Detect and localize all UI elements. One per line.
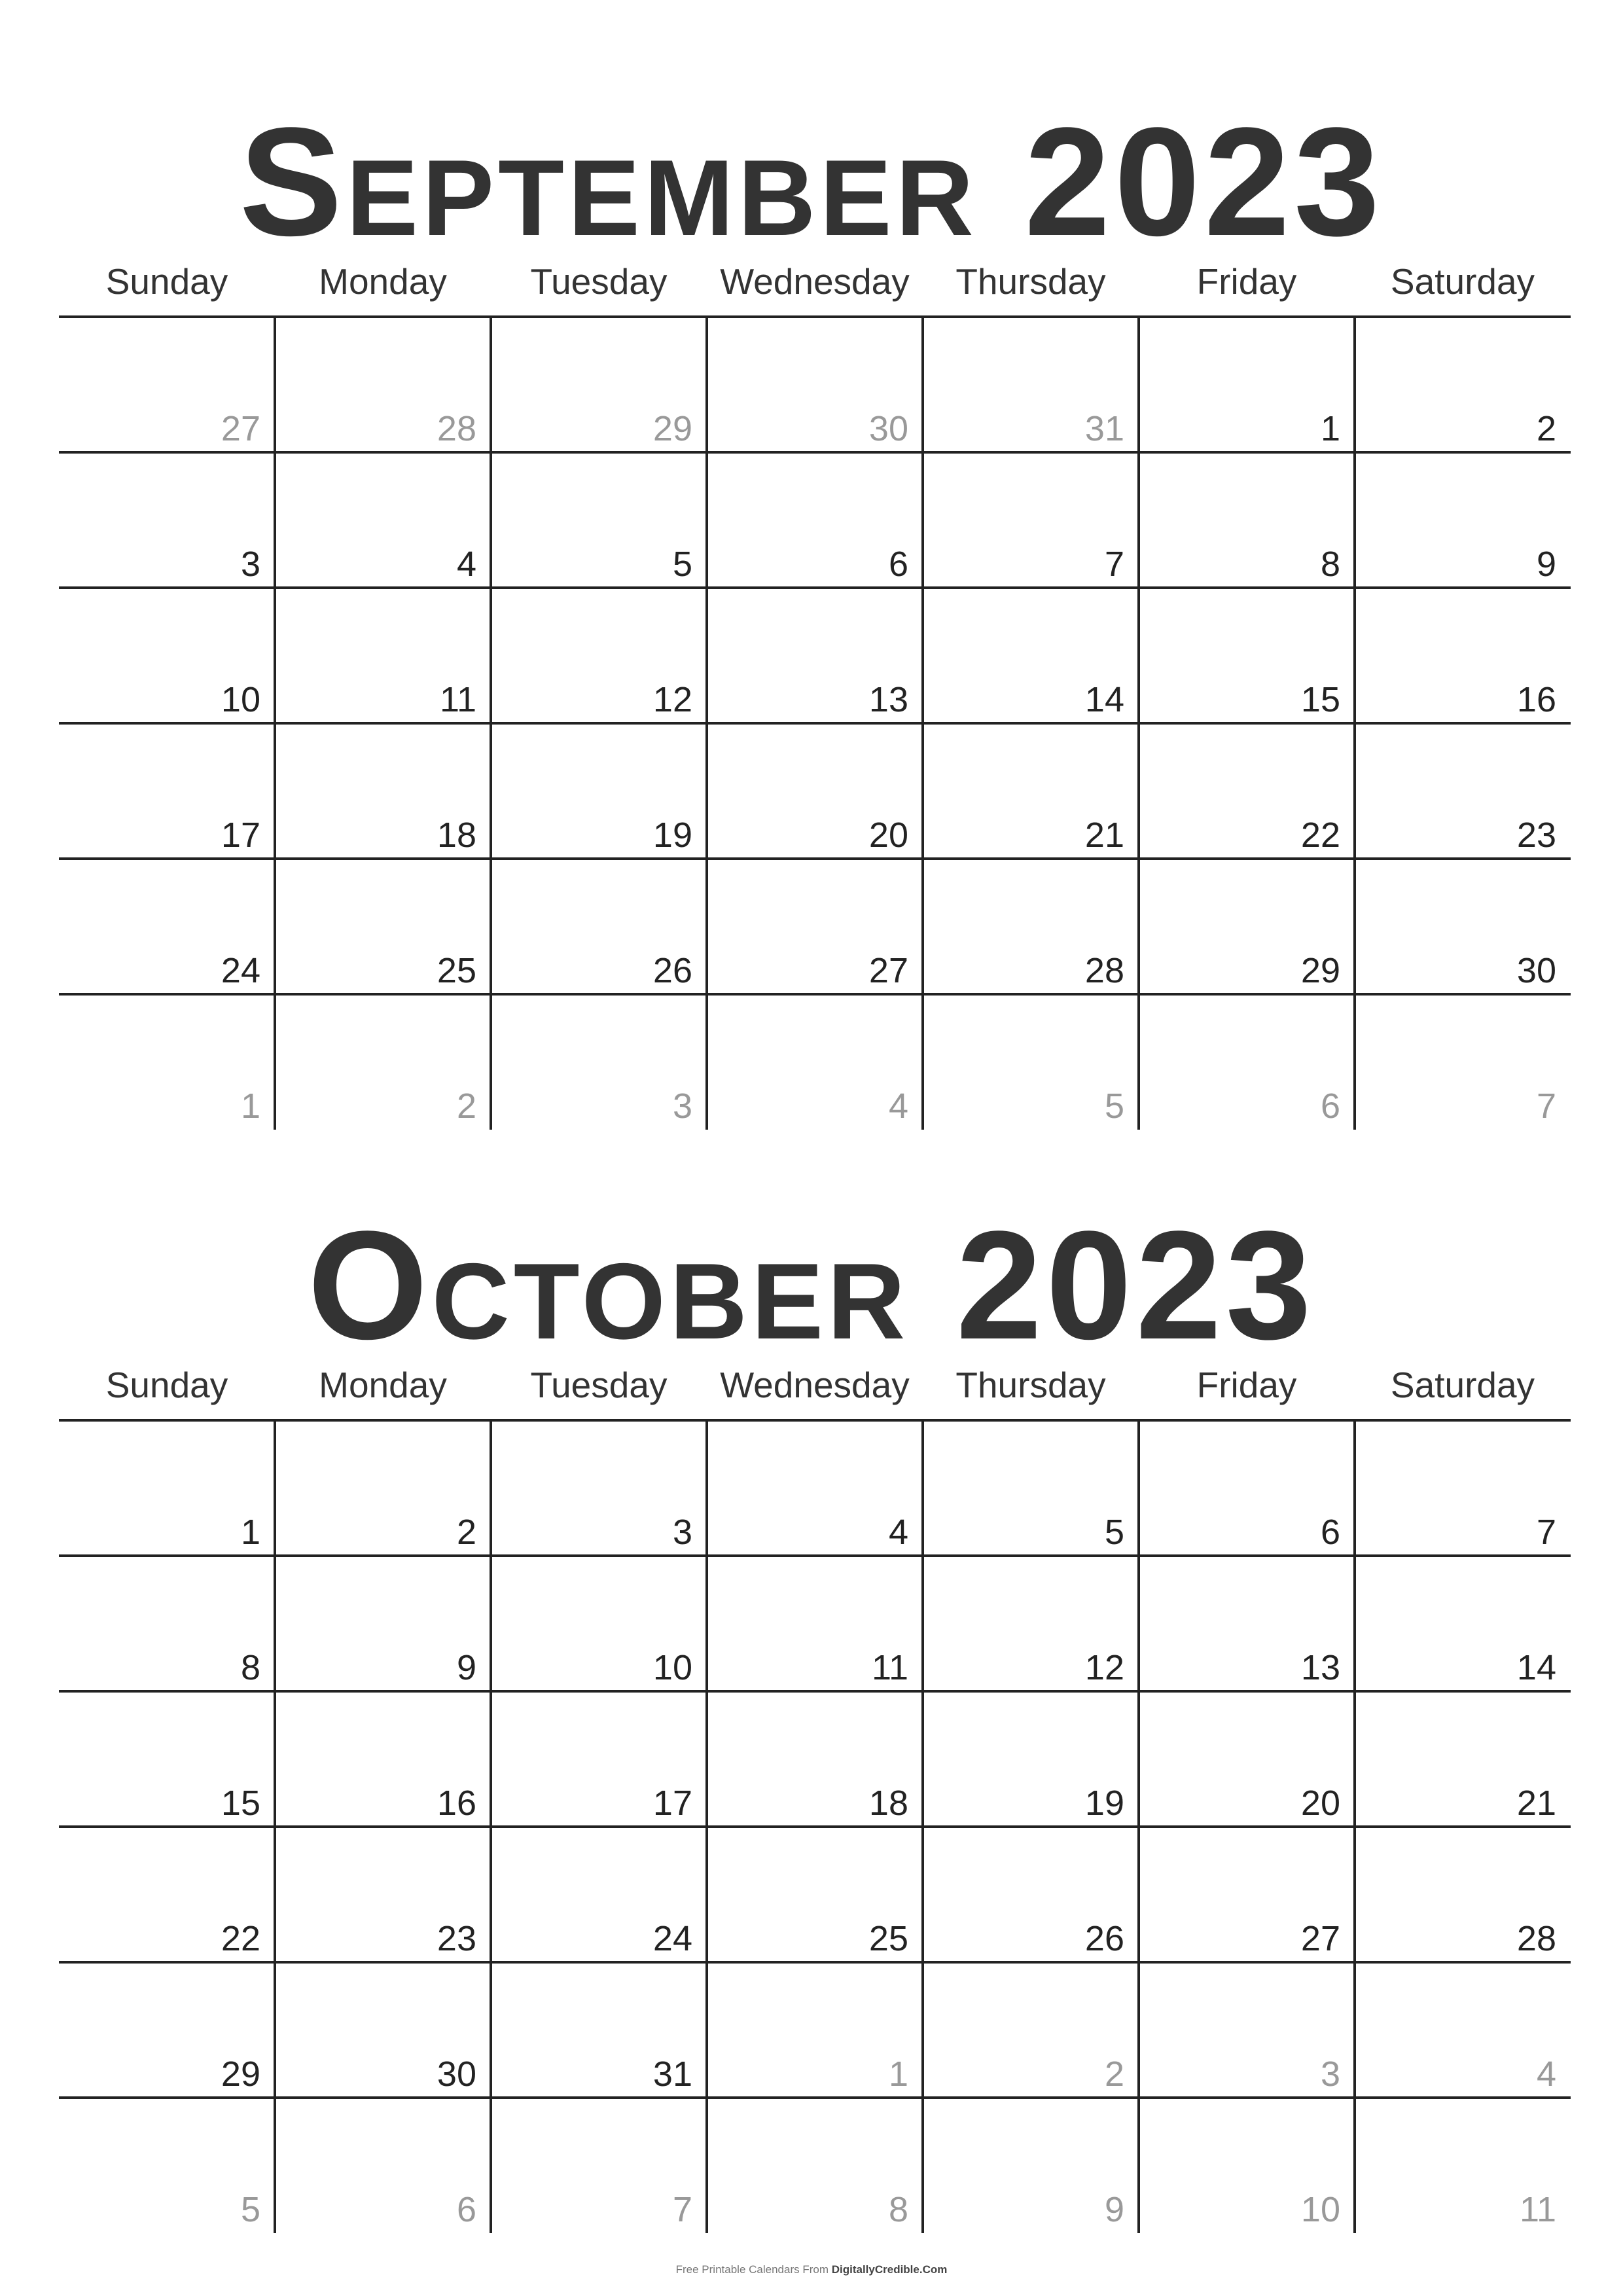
- day-number: 9: [456, 1648, 476, 1687]
- day-cell: [707, 723, 923, 859]
- day-number: 4: [456, 545, 476, 584]
- day-cell: [923, 1827, 1139, 1962]
- day-number: 13: [868, 680, 908, 719]
- day-cell: [1139, 1691, 1355, 1827]
- day-number-adjacent-month: 1: [888, 2054, 908, 2094]
- day-cell: [923, 317, 1139, 452]
- day-number: 8: [1320, 545, 1340, 584]
- day-number: 20: [1300, 1784, 1340, 1823]
- day-cell: [491, 994, 707, 1130]
- day-cell: [491, 1420, 707, 1556]
- day-number: 5: [672, 545, 692, 584]
- day-cell: [491, 1691, 707, 1827]
- day-cell: [491, 2098, 707, 2233]
- day-cell: [59, 588, 275, 723]
- day-cell: [707, 317, 923, 452]
- weekday-label: Monday: [319, 1365, 447, 1405]
- weekday-label: Tuesday: [530, 1365, 668, 1405]
- day-cell: [707, 588, 923, 723]
- weekday-header-row: [59, 1359, 1571, 1411]
- weekday-label: Friday: [1196, 1365, 1297, 1405]
- day-cell: [1139, 994, 1355, 1130]
- day-number-adjacent-month: 2: [456, 1086, 476, 1126]
- day-cell: [275, 1827, 491, 1962]
- day-number: 23: [437, 1919, 476, 1958]
- day-number: 14: [1516, 1648, 1556, 1687]
- day-cell: [59, 1420, 275, 1556]
- day-cell: [1355, 1962, 1571, 2098]
- day-number: 27: [1300, 1919, 1340, 1958]
- day-number-adjacent-month: 10: [1300, 2190, 1340, 2229]
- day-cell: [923, 452, 1139, 588]
- day-cell: [1355, 317, 1571, 452]
- day-number-adjacent-month: 2: [1104, 2054, 1124, 2094]
- day-number: 25: [868, 1919, 908, 1958]
- day-number-adjacent-month: 1: [240, 1086, 260, 1126]
- day-cell: [1139, 1962, 1355, 2098]
- weekday-label: Friday: [1196, 261, 1297, 302]
- day-cell: [275, 1420, 491, 1556]
- day-cell: [707, 1691, 923, 1827]
- day-cell: [1355, 1691, 1571, 1827]
- day-cell: [1355, 859, 1571, 994]
- weekday-label: Monday: [319, 261, 447, 302]
- day-number: 5: [1104, 1513, 1124, 1552]
- day-number: 3: [240, 545, 260, 584]
- day-cell: [1355, 1420, 1571, 1556]
- day-number: 16: [437, 1784, 476, 1823]
- day-number-adjacent-month: 27: [221, 409, 260, 448]
- day-number-adjacent-month: 30: [868, 409, 908, 448]
- day-cell: [59, 1556, 275, 1691]
- day-number: 3: [672, 1513, 692, 1552]
- day-cell: [1139, 588, 1355, 723]
- day-cell: [59, 859, 275, 994]
- day-number-adjacent-month: 6: [456, 2190, 476, 2229]
- day-number: 7: [1536, 1513, 1556, 1552]
- day-cell: [491, 859, 707, 994]
- day-cell: [707, 994, 923, 1130]
- weekday-label: Wednesday: [720, 1365, 910, 1405]
- day-cell: [59, 1962, 275, 2098]
- month-title: September 2023: [239, 96, 1384, 268]
- day-cell: [923, 1556, 1139, 1691]
- day-cell: [275, 1962, 491, 2098]
- day-number: 25: [437, 951, 476, 990]
- day-cell: [275, 1691, 491, 1827]
- day-number: 11: [871, 1648, 908, 1687]
- day-cell: [491, 317, 707, 452]
- weekday-label: Wednesday: [720, 261, 910, 302]
- day-cell: [707, 1420, 923, 1556]
- day-cell: [923, 994, 1139, 1130]
- day-cell: [1355, 1556, 1571, 1691]
- day-number-adjacent-month: 5: [1104, 1086, 1124, 1126]
- weekday-label: Thursday: [955, 1365, 1106, 1405]
- day-number: 24: [652, 1919, 692, 1958]
- day-number-adjacent-month: 31: [1084, 409, 1124, 448]
- day-number: 30: [1516, 951, 1556, 990]
- day-cell: [59, 1691, 275, 1827]
- day-number: 28: [1084, 951, 1124, 990]
- footer-prefix: Free Printable Calendars From: [675, 2263, 832, 2276]
- day-number: 28: [1516, 1919, 1556, 1958]
- day-cell: [923, 2098, 1139, 2233]
- day-number: 11: [439, 680, 476, 719]
- day-cell: [923, 1691, 1139, 1827]
- day-number: 20: [868, 816, 908, 855]
- day-cell: [275, 452, 491, 588]
- day-number: 24: [221, 951, 260, 990]
- day-number-adjacent-month: 5: [240, 2190, 260, 2229]
- day-number: 19: [1084, 1784, 1124, 1823]
- day-number: 9: [1536, 545, 1556, 584]
- day-number: 4: [888, 1513, 908, 1552]
- day-cell: [275, 588, 491, 723]
- day-cell: [491, 588, 707, 723]
- day-cell: [923, 1420, 1139, 1556]
- footer-credit: [0, 2263, 1623, 2276]
- weekday-header-row: [59, 255, 1571, 308]
- day-cell: [707, 452, 923, 588]
- day-number-adjacent-month: 4: [1536, 2054, 1556, 2094]
- day-number: 30: [437, 2054, 476, 2094]
- day-number: 17: [652, 1784, 692, 1823]
- day-cell: [1355, 2098, 1571, 2233]
- day-number-adjacent-month: 6: [1320, 1086, 1340, 1126]
- day-number: 6: [1320, 1513, 1340, 1552]
- day-number: 31: [652, 2054, 692, 2094]
- day-cell: [923, 588, 1139, 723]
- day-number: 27: [868, 951, 908, 990]
- day-number-adjacent-month: 9: [1104, 2190, 1124, 2229]
- day-number-adjacent-month: 3: [1320, 2054, 1340, 2094]
- weekday-label: Saturday: [1390, 1365, 1535, 1405]
- day-cell: [707, 1962, 923, 2098]
- day-number: 2: [1536, 409, 1556, 448]
- day-cell: [59, 2098, 275, 2233]
- day-cell: [275, 317, 491, 452]
- day-number: 8: [240, 1648, 260, 1687]
- day-number-adjacent-month: 8: [888, 2190, 908, 2229]
- day-cell: [923, 1962, 1139, 2098]
- day-number: 7: [1104, 545, 1124, 584]
- day-number: 15: [1300, 680, 1340, 719]
- day-number-adjacent-month: 11: [1519, 2190, 1556, 2229]
- day-cell: [707, 2098, 923, 2233]
- day-cell: [59, 317, 275, 452]
- day-number: 2: [456, 1513, 476, 1552]
- day-cell: [1139, 317, 1355, 452]
- day-cell: [1139, 1827, 1355, 1962]
- day-number: 26: [652, 951, 692, 990]
- day-number: 21: [1084, 816, 1124, 855]
- day-number: 18: [437, 816, 476, 855]
- day-cell: [1139, 723, 1355, 859]
- day-number: 17: [221, 816, 260, 855]
- weekday-label: Sunday: [105, 261, 228, 302]
- day-number-adjacent-month: 4: [888, 1086, 908, 1126]
- day-cell: [59, 452, 275, 588]
- day-number: 1: [240, 1513, 260, 1552]
- day-grid: [59, 317, 1571, 1130]
- day-cell: [491, 1827, 707, 1962]
- day-number-adjacent-month: 3: [672, 1086, 692, 1126]
- day-number: 22: [221, 1919, 260, 1958]
- day-cell: [1355, 723, 1571, 859]
- day-number: 14: [1084, 680, 1124, 719]
- day-number: 22: [1300, 816, 1340, 855]
- day-number: 21: [1516, 1784, 1556, 1823]
- day-cell: [1139, 1556, 1355, 1691]
- day-grid: [59, 1420, 1571, 2233]
- day-number: 10: [221, 680, 260, 719]
- day-number: 16: [1516, 680, 1556, 719]
- day-number: 6: [888, 545, 908, 584]
- day-cell: [1355, 994, 1571, 1130]
- weekday-label: Sunday: [105, 1365, 228, 1405]
- day-number: 15: [221, 1784, 260, 1823]
- day-number: 1: [1320, 409, 1340, 448]
- day-cell: [275, 994, 491, 1130]
- day-cell: [491, 452, 707, 588]
- day-number: 10: [652, 1648, 692, 1687]
- weekday-label: Tuesday: [530, 261, 668, 302]
- day-number: 29: [221, 2054, 260, 2094]
- day-cell: [275, 859, 491, 994]
- day-cell: [491, 1556, 707, 1691]
- footer-site-link[interactable]: DigitallyCredible.Com: [831, 2263, 948, 2276]
- day-cell: [1139, 452, 1355, 588]
- day-cell: [1355, 452, 1571, 588]
- day-number: 12: [652, 680, 692, 719]
- day-number-adjacent-month: 28: [437, 409, 476, 448]
- day-number: 23: [1516, 816, 1556, 855]
- day-cell: [707, 1827, 923, 1962]
- day-number: 12: [1084, 1648, 1124, 1687]
- day-number: 26: [1084, 1919, 1124, 1958]
- day-number: 18: [868, 1784, 908, 1823]
- day-cell: [275, 1556, 491, 1691]
- day-cell: [923, 859, 1139, 994]
- day-cell: [491, 1962, 707, 2098]
- day-cell: [59, 994, 275, 1130]
- day-cell: [491, 723, 707, 859]
- day-number-adjacent-month: 29: [652, 409, 692, 448]
- day-number: 19: [652, 816, 692, 855]
- day-cell: [1355, 1827, 1571, 1962]
- day-cell: [275, 723, 491, 859]
- day-cell: [707, 859, 923, 994]
- month-title: October 2023: [308, 1199, 1315, 1372]
- day-cell: [1139, 2098, 1355, 2233]
- day-cell: [59, 1827, 275, 1962]
- day-cell: [59, 723, 275, 859]
- weekday-label: Saturday: [1390, 261, 1535, 302]
- day-number-adjacent-month: 7: [1536, 1086, 1556, 1126]
- day-number: 29: [1300, 951, 1340, 990]
- day-cell: [1355, 588, 1571, 723]
- day-number-adjacent-month: 7: [672, 2190, 692, 2229]
- day-cell: [1139, 859, 1355, 994]
- weekday-label: Thursday: [955, 261, 1106, 302]
- day-cell: [1139, 1420, 1355, 1556]
- day-number: 13: [1300, 1648, 1340, 1687]
- day-cell: [707, 1556, 923, 1691]
- day-cell: [923, 723, 1139, 859]
- day-cell: [275, 2098, 491, 2233]
